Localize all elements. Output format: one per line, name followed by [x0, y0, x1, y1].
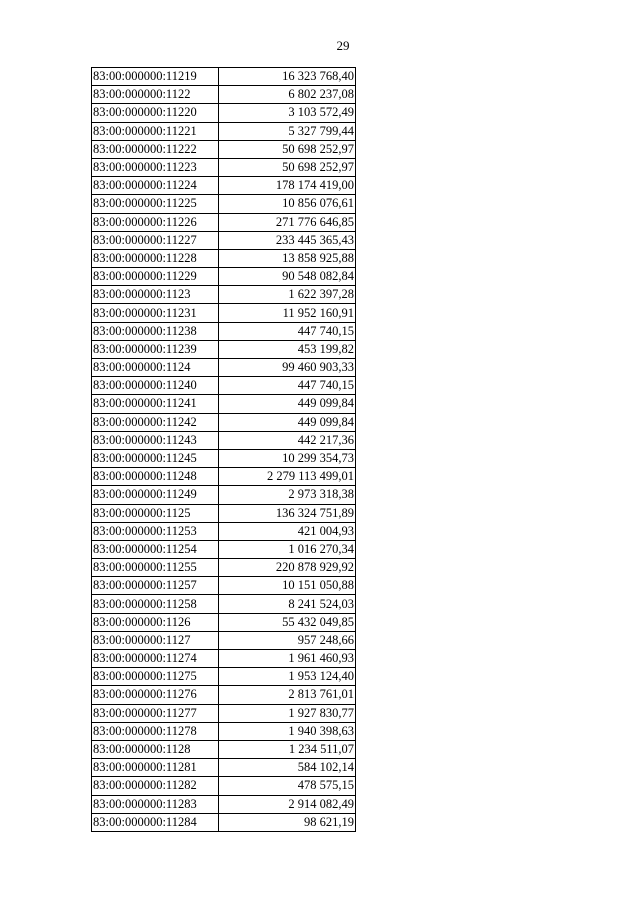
value-cell: 10 299 354,73 [219, 449, 356, 467]
cadastral-number-cell: 83:00:000000:11283 [92, 795, 219, 813]
cadastral-number-cell: 83:00:000000:11284 [92, 813, 219, 831]
table-row [92, 795, 356, 813]
cadastral-number-cell: 83:00:000000:11224 [92, 177, 219, 195]
table-row [92, 431, 356, 449]
value-cell: 1 234 511,07 [219, 740, 356, 758]
table-row [92, 413, 356, 431]
value-cell: 3 103 572,49 [219, 104, 356, 122]
value-cell: 1 961 460,93 [219, 650, 356, 668]
table-row [92, 650, 356, 668]
value-cell: 2 973 318,38 [219, 486, 356, 504]
cadastral-number-cell: 83:00:000000:11231 [92, 304, 219, 322]
value-cell: 2 279 113 499,01 [219, 468, 356, 486]
table-row [92, 813, 356, 831]
cadastral-number-cell: 83:00:000000:11277 [92, 704, 219, 722]
value-cell: 1 940 398,63 [219, 722, 356, 740]
value-cell: 478 575,15 [219, 777, 356, 795]
cadastral-number-cell: 83:00:000000:11248 [92, 468, 219, 486]
table-row [92, 231, 356, 249]
value-cell: 584 102,14 [219, 759, 356, 777]
cadastral-number-cell: 83:00:000000:11223 [92, 158, 219, 176]
cadastral-number-cell: 83:00:000000:11226 [92, 213, 219, 231]
cadastral-number-cell: 83:00:000000:11225 [92, 195, 219, 213]
value-cell: 421 004,93 [219, 522, 356, 540]
cadastral-number-cell: 83:00:000000:11221 [92, 122, 219, 140]
table-row [92, 631, 356, 649]
value-cell: 449 099,84 [219, 413, 356, 431]
table-row [92, 540, 356, 558]
table-row [92, 304, 356, 322]
value-cell: 2 813 761,01 [219, 686, 356, 704]
table-row [92, 704, 356, 722]
cadastral-number-cell: 83:00:000000:1125 [92, 504, 219, 522]
table-row [92, 249, 356, 267]
cadastral-number-cell: 83:00:000000:11243 [92, 431, 219, 449]
value-cell: 271 776 646,85 [219, 213, 356, 231]
table-row [92, 104, 356, 122]
value-cell: 447 740,15 [219, 322, 356, 340]
cadastral-number-cell: 83:00:000000:11255 [92, 559, 219, 577]
table-row [92, 777, 356, 795]
table-row [92, 377, 356, 395]
cadastral-number-cell: 83:00:000000:11257 [92, 577, 219, 595]
table-row [92, 322, 356, 340]
value-cell: 136 324 751,89 [219, 504, 356, 522]
table-row [92, 613, 356, 631]
table-row [92, 86, 356, 104]
table-row [92, 577, 356, 595]
table-body [92, 68, 356, 832]
table-row [92, 359, 356, 377]
value-cell: 1 953 124,40 [219, 668, 356, 686]
table-row [92, 395, 356, 413]
cadastral-number-cell: 83:00:000000:11278 [92, 722, 219, 740]
value-cell: 50 698 252,97 [219, 158, 356, 176]
value-cell: 55 432 049,85 [219, 613, 356, 631]
cadastral-number-cell: 83:00:000000:11282 [92, 777, 219, 795]
value-cell: 233 445 365,43 [219, 231, 356, 249]
cadastral-number-cell: 83:00:000000:11239 [92, 340, 219, 358]
value-cell: 220 878 929,92 [219, 559, 356, 577]
cadastral-number-cell: 83:00:000000:11238 [92, 322, 219, 340]
table-row [92, 468, 356, 486]
cadastral-number-cell: 83:00:000000:11276 [92, 686, 219, 704]
cadastral-number-cell: 83:00:000000:11222 [92, 140, 219, 158]
cadastral-number-cell: 83:00:000000:11241 [92, 395, 219, 413]
table-row [92, 686, 356, 704]
value-cell: 90 548 082,84 [219, 268, 356, 286]
table-row [92, 140, 356, 158]
table-row [92, 68, 356, 86]
table-row [92, 740, 356, 758]
value-cell: 957 248,66 [219, 631, 356, 649]
cadastral-number-cell: 83:00:000000:1124 [92, 359, 219, 377]
value-cell: 447 740,15 [219, 377, 356, 395]
table-row [92, 286, 356, 304]
value-cell: 6 802 237,08 [219, 86, 356, 104]
value-cell: 10 151 050,88 [219, 577, 356, 595]
table-row [92, 158, 356, 176]
value-cell: 99 460 903,33 [219, 359, 356, 377]
table-row [92, 122, 356, 140]
value-cell: 1 927 830,77 [219, 704, 356, 722]
cadastral-value-table [91, 67, 356, 832]
value-cell: 449 099,84 [219, 395, 356, 413]
cadastral-number-cell: 83:00:000000:1123 [92, 286, 219, 304]
table-row [92, 559, 356, 577]
cadastral-number-cell: 83:00:000000:11220 [92, 104, 219, 122]
table-row [92, 722, 356, 740]
value-cell: 16 323 768,40 [219, 68, 356, 86]
cadastral-number-cell: 83:00:000000:11228 [92, 249, 219, 267]
cadastral-number-cell: 83:00:000000:1128 [92, 740, 219, 758]
table-row [92, 213, 356, 231]
cadastral-number-cell: 83:00:000000:11249 [92, 486, 219, 504]
cadastral-number-cell: 83:00:000000:11253 [92, 522, 219, 540]
value-cell: 10 856 076,61 [219, 195, 356, 213]
cadastral-number-cell: 83:00:000000:11281 [92, 759, 219, 777]
table-row [92, 668, 356, 686]
value-cell: 178 174 419,00 [219, 177, 356, 195]
table-row [92, 486, 356, 504]
table-row [92, 504, 356, 522]
cadastral-number-cell: 83:00:000000:11219 [92, 68, 219, 86]
value-cell: 8 241 524,03 [219, 595, 356, 613]
cadastral-number-cell: 83:00:000000:11254 [92, 540, 219, 558]
table-row [92, 759, 356, 777]
cadastral-number-cell: 83:00:000000:11242 [92, 413, 219, 431]
table-row [92, 340, 356, 358]
table-row [92, 177, 356, 195]
value-cell: 13 858 925,88 [219, 249, 356, 267]
value-cell: 50 698 252,97 [219, 140, 356, 158]
value-cell: 442 217,36 [219, 431, 356, 449]
cadastral-number-cell: 83:00:000000:11274 [92, 650, 219, 668]
value-cell: 1 622 397,28 [219, 286, 356, 304]
page-number: 29 [336, 38, 350, 53]
cadastral-number-cell: 83:00:000000:11229 [92, 268, 219, 286]
value-cell: 11 952 160,91 [219, 304, 356, 322]
value-cell: 2 914 082,49 [219, 795, 356, 813]
cadastral-number-cell: 83:00:000000:11258 [92, 595, 219, 613]
cadastral-number-cell: 83:00:000000:1126 [92, 613, 219, 631]
cadastral-number-cell: 83:00:000000:11275 [92, 668, 219, 686]
value-cell: 453 199,82 [219, 340, 356, 358]
cadastral-number-cell: 83:00:000000:11245 [92, 449, 219, 467]
table-row [92, 522, 356, 540]
value-cell: 1 016 270,34 [219, 540, 356, 558]
cadastral-number-cell: 83:00:000000:1122 [92, 86, 219, 104]
table-row [92, 595, 356, 613]
value-cell: 98 621,19 [219, 813, 356, 831]
table-row [92, 195, 356, 213]
value-cell: 5 327 799,44 [219, 122, 356, 140]
cadastral-number-cell: 83:00:000000:11227 [92, 231, 219, 249]
cadastral-number-cell: 83:00:000000:1127 [92, 631, 219, 649]
table-row [92, 449, 356, 467]
table-row [92, 268, 356, 286]
cadastral-number-cell: 83:00:000000:11240 [92, 377, 219, 395]
